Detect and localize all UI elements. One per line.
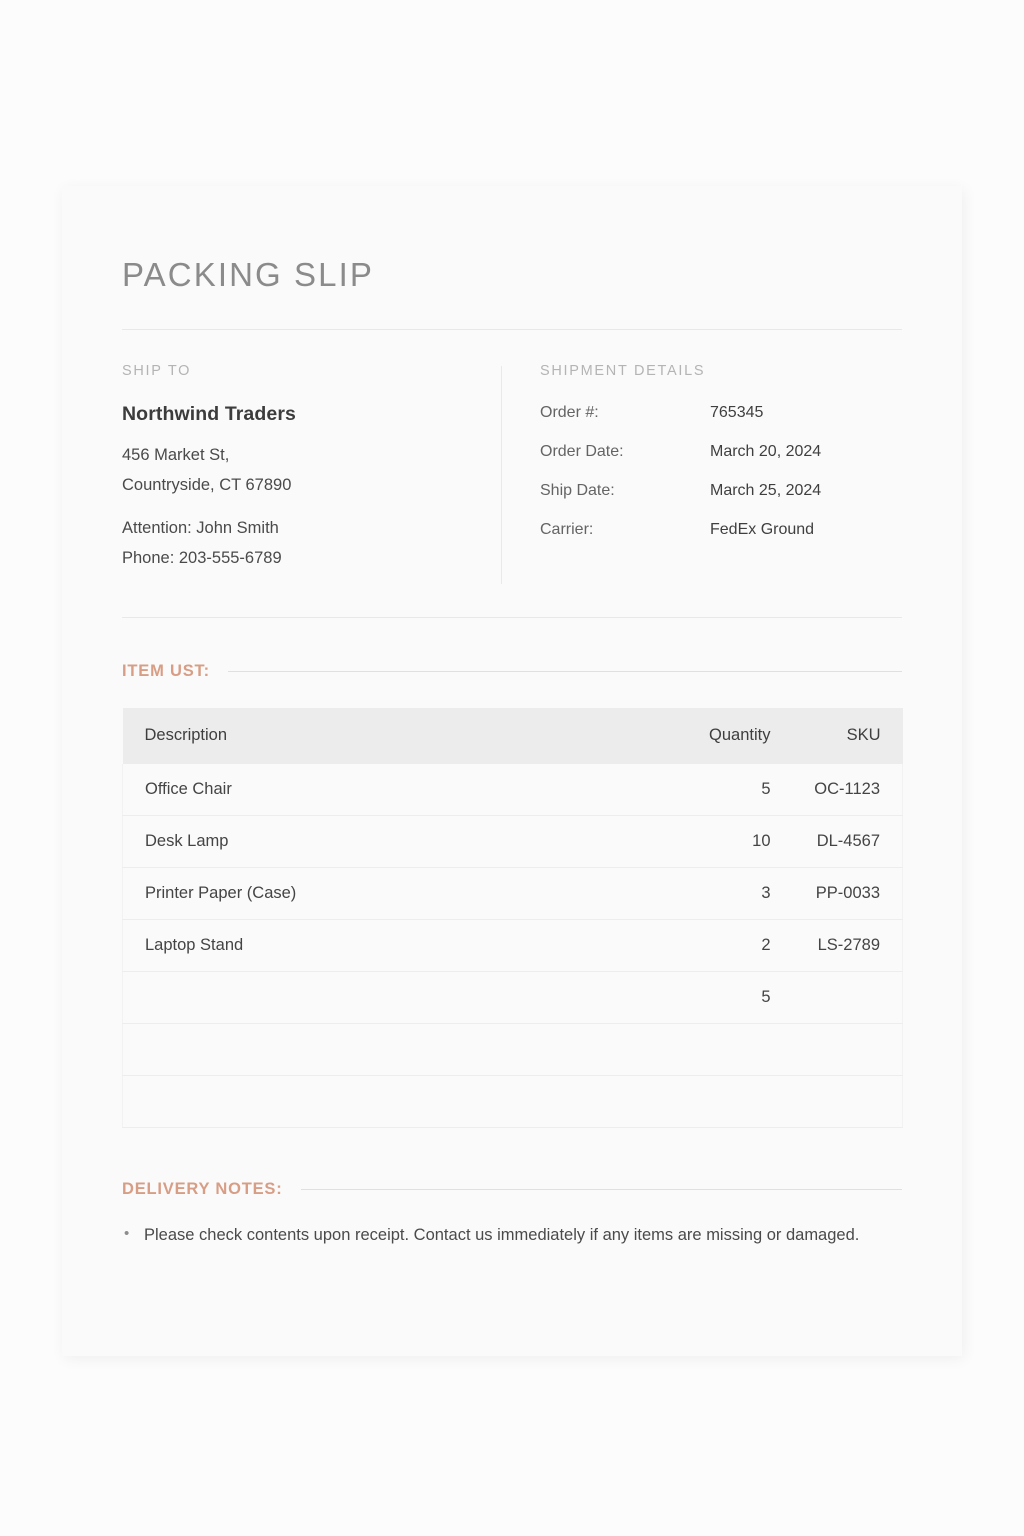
cell-sku	[793, 971, 903, 1023]
detail-key: Ship Date:	[540, 481, 615, 499]
detail-value: FedEx Ground	[710, 521, 815, 539]
detail-key: Carrier:	[540, 521, 594, 539]
ship-to-address-line-2: Countryside, CT 67890	[122, 475, 292, 494]
cell-description	[123, 971, 643, 1023]
cell-description: Printer Paper (Case)	[123, 867, 643, 919]
column-header-sku: SKU	[793, 708, 903, 764]
table-header-row	[123, 708, 903, 764]
cell-quantity: 3	[643, 867, 793, 919]
column-header-description: Description	[123, 708, 643, 764]
cell-quantity	[643, 1075, 793, 1127]
delivery-notes-list	[122, 1221, 902, 1250]
detail-row-order-date	[540, 442, 902, 461]
cell-quantity: 10	[643, 815, 793, 867]
ship-to-phone: Phone: 203-555-6789	[122, 548, 282, 567]
address-spacer	[122, 500, 482, 513]
page-title: PACKING SLIP	[122, 256, 374, 293]
cell-description	[123, 1075, 643, 1127]
cell-quantity: 5	[643, 971, 793, 1023]
info-section	[122, 364, 902, 573]
detail-row-order-number	[540, 403, 902, 422]
item-list-heading-rule	[228, 671, 902, 672]
table-row	[123, 815, 903, 867]
info-section-divider	[122, 617, 902, 618]
cell-description: Desk Lamp	[123, 815, 643, 867]
ship-to-block	[122, 364, 502, 573]
cell-description: Laptop Stand	[123, 919, 643, 971]
document-card	[62, 186, 962, 1356]
detail-key: Order Date:	[540, 442, 624, 460]
info-column-divider	[501, 366, 502, 584]
shipment-details-label: SHIPMENT DETAILS	[540, 363, 706, 379]
cell-sku	[793, 1075, 903, 1127]
cell-sku: DL-4567	[793, 815, 903, 867]
item-list-heading	[122, 662, 902, 681]
table-row	[123, 867, 903, 919]
delivery-note-text: Please check contents upon receipt. Contact us immediately if any items are missing or damaged.	[144, 1225, 860, 1244]
shipment-details-block	[502, 364, 902, 573]
cell-description	[123, 1023, 643, 1075]
ship-to-label: SHIP TO	[122, 363, 192, 379]
table-row	[123, 919, 903, 971]
cell-description: Office Chair	[123, 764, 643, 816]
delivery-notes-heading-rule	[301, 1189, 902, 1190]
ship-to-attention: Attention: John Smith	[122, 518, 279, 537]
ship-to-company: Northwind Traders	[122, 402, 296, 425]
detail-row-carrier	[540, 520, 902, 539]
cell-quantity	[643, 1023, 793, 1075]
detail-value: March 25, 2024	[710, 481, 822, 499]
column-header-quantity: Quantity	[643, 708, 793, 764]
cell-quantity: 2	[643, 919, 793, 971]
bullet-icon: •	[124, 1224, 130, 1242]
cell-sku: PP-0033	[793, 867, 903, 919]
detail-row-ship-date	[540, 481, 902, 500]
delivery-notes-heading-label: DELIVERY NOTES:	[122, 1179, 283, 1198]
detail-value: March 20, 2024	[710, 442, 822, 460]
delivery-notes-heading	[122, 1180, 902, 1199]
detail-value: 765345	[710, 403, 764, 421]
list-item	[122, 1221, 864, 1250]
table-row	[123, 1023, 903, 1075]
table-row	[123, 971, 903, 1023]
ship-to-address-line-1: 456 Market St,	[122, 445, 230, 464]
cell-sku: OC-1123	[793, 764, 903, 816]
cell-sku: LS-2789	[793, 919, 903, 971]
item-list-heading-label: ITEM UST:	[122, 661, 210, 680]
table-row	[123, 764, 903, 816]
cell-quantity: 5	[643, 764, 793, 816]
detail-key: Order #:	[540, 403, 599, 421]
table-row	[123, 1075, 903, 1127]
items-table	[122, 708, 903, 1128]
title-divider	[122, 329, 902, 330]
cell-sku	[793, 1023, 903, 1075]
